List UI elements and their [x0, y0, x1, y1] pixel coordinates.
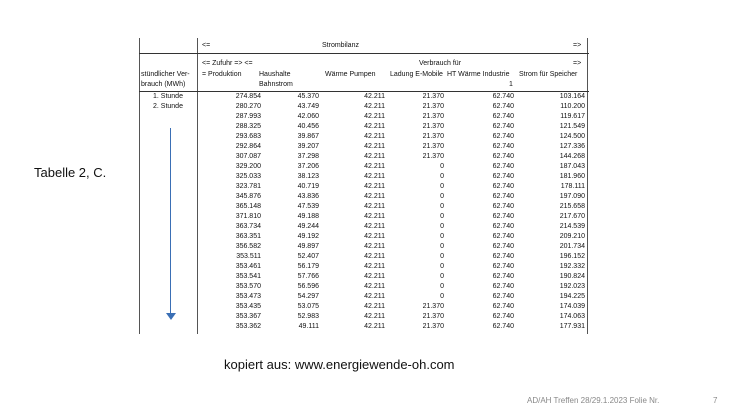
down-arrow-shaft — [170, 128, 171, 314]
arrow-left-top: <= — [202, 42, 211, 49]
table-cell: 42.211 — [364, 313, 385, 320]
table-cell: 197.090 — [559, 193, 585, 200]
table-cell: 62.740 — [492, 313, 514, 320]
col-header-speicher: Strom für Speicher — [519, 71, 578, 78]
table-cell: 62.740 — [492, 243, 514, 250]
table-cell: 0 — [440, 183, 444, 190]
table-cell: 371.810 — [235, 213, 261, 220]
table-cell: 0 — [440, 253, 444, 260]
table-cell: 21.370 — [422, 313, 444, 320]
table-cell: 365.148 — [235, 203, 261, 210]
table-cell: 62.740 — [492, 183, 514, 190]
table-cell: 127.336 — [559, 143, 585, 150]
table-cell: 177.931 — [559, 323, 585, 330]
side-label: Tabelle 2, C. — [34, 165, 107, 180]
table-cell: 124.500 — [559, 133, 585, 140]
table-cell: 42.211 — [364, 263, 385, 270]
table-cell: 21.370 — [422, 303, 444, 310]
table-cell: 43.836 — [297, 193, 319, 200]
table-cell: 42.211 — [364, 293, 385, 300]
header-zufuhr: <= Zufuhr => <= — [202, 60, 253, 67]
table-cell: 345.876 — [235, 193, 261, 200]
table-cell: 40.456 — [297, 123, 319, 130]
table-cell: 42.211 — [364, 273, 385, 280]
table-cell: 56.596 — [297, 283, 319, 290]
table-cell: 187.043 — [559, 163, 585, 170]
col-header-haushalte: Haushalte — [259, 71, 291, 78]
arrow-right-top: => — [573, 42, 582, 49]
col-header-bahnstrom: Bahnstrom — [259, 81, 293, 88]
table-cell: 49.188 — [297, 213, 319, 220]
table-cell: 42.211 — [364, 303, 385, 310]
col-header-produktion: = Produktion — [202, 71, 242, 78]
table-cell: 353.473 — [235, 293, 261, 300]
row-label-1: 1. Stunde — [153, 93, 183, 100]
table-cell: 293.683 — [235, 133, 261, 140]
table-cell: 0 — [440, 233, 444, 240]
table-cell: 307.087 — [235, 153, 261, 160]
table-cell: 62.740 — [492, 213, 514, 220]
table-cell: 274.854 — [235, 93, 261, 100]
table-cell: 323.781 — [235, 183, 261, 190]
table-cell: 42.211 — [364, 253, 385, 260]
table-cell: 42.060 — [297, 113, 319, 120]
table-cell: 280.270 — [235, 103, 261, 110]
table-cell: 0 — [440, 293, 444, 300]
table-cell: 178.111 — [560, 183, 585, 190]
table-cell: 62.740 — [492, 173, 514, 180]
header-verbrauch: Verbrauch für — [419, 60, 462, 67]
table-cell: 45.370 — [297, 93, 319, 100]
table-cell: 353.367 — [235, 313, 261, 320]
table-cell: 0 — [440, 283, 444, 290]
table-cell: 42.211 — [364, 223, 385, 230]
table-cell: 42.211 — [364, 123, 385, 130]
col-header-verbrauch-2: brauch (MWh) — [141, 81, 186, 88]
table-cell: 353.461 — [235, 263, 261, 270]
down-arrow-icon — [166, 313, 176, 320]
table-cell: 43.749 — [297, 103, 319, 110]
col-header-htwaerme-sub: 1 — [509, 81, 513, 88]
table-cell: 21.370 — [422, 133, 444, 140]
col-header-waermepumpen: Wärme Pumpen — [325, 71, 376, 78]
table-cell: 40.719 — [297, 183, 319, 190]
table-cell: 42.211 — [364, 323, 385, 330]
table-cell: 190.824 — [559, 273, 585, 280]
table-cell: 192.023 — [559, 283, 585, 290]
table-title: Strombilanz — [322, 42, 359, 49]
table-cell: 52.407 — [297, 253, 319, 260]
table-cell: 37.206 — [297, 163, 319, 170]
table-cell: 21.370 — [422, 113, 444, 120]
table-cell: 201.734 — [559, 243, 585, 250]
table-cell: 217.670 — [559, 213, 585, 220]
table-cell: 42.211 — [364, 193, 385, 200]
table-cell: 62.740 — [492, 193, 514, 200]
table-cell: 52.983 — [297, 313, 319, 320]
table-cell: 214.539 — [559, 223, 585, 230]
table-cell: 62.740 — [492, 293, 514, 300]
table-cell: 54.297 — [297, 293, 319, 300]
table-cell: 353.435 — [235, 303, 261, 310]
table-cell: 144.268 — [559, 153, 585, 160]
table-cell: 21.370 — [422, 103, 444, 110]
footer-text: AD/AH Treffen 28/29.1.2023 Folie Nr. — [527, 396, 660, 405]
table-cell: 42.211 — [364, 173, 385, 180]
source-caption: kopiert aus: www.energiewende-oh.com — [224, 357, 455, 372]
table-cell: 39.207 — [297, 143, 319, 150]
table-cell: 21.370 — [422, 143, 444, 150]
table-cell: 56.179 — [297, 263, 319, 270]
table-cell: 57.766 — [297, 273, 319, 280]
table-cell: 196.152 — [559, 253, 585, 260]
table-cell: 62.740 — [492, 323, 514, 330]
table-cell: 62.740 — [492, 123, 514, 130]
table-cell: 292.864 — [235, 143, 261, 150]
table-cell: 287.993 — [235, 113, 261, 120]
table-cell: 110.200 — [560, 103, 585, 110]
page-number: 7 — [713, 396, 718, 405]
table-cell: 47.539 — [297, 203, 319, 210]
table-cell: 62.740 — [492, 253, 514, 260]
table-cell: 42.211 — [364, 153, 385, 160]
table-cell: 42.211 — [364, 103, 385, 110]
table-cell: 42.211 — [364, 203, 385, 210]
table-cell: 42.211 — [364, 233, 385, 240]
table-cell: 356.582 — [235, 243, 261, 250]
table-cell: 325.033 — [235, 173, 261, 180]
table-cell: 0 — [440, 263, 444, 270]
table-cell: 39.867 — [297, 133, 319, 140]
table-cell: 42.211 — [364, 133, 385, 140]
table-cell: 121.549 — [559, 123, 585, 130]
table-cell: 62.740 — [492, 303, 514, 310]
table-cell: 21.370 — [422, 153, 444, 160]
table-cell: 353.362 — [235, 323, 261, 330]
table-cell: 62.740 — [492, 233, 514, 240]
table-cell: 42.211 — [364, 243, 385, 250]
table-cell: 103.164 — [559, 93, 585, 100]
table-cell: 62.740 — [492, 133, 514, 140]
table-cell: 21.370 — [422, 123, 444, 130]
table-cell: 42.211 — [364, 143, 385, 150]
arrow-right-verbrauch: => — [573, 60, 582, 67]
table-cell: 21.370 — [422, 93, 444, 100]
col-header-emobile: Ladung E-Mobile — [390, 71, 443, 78]
table-cell: 0 — [440, 273, 444, 280]
table-cell: 0 — [440, 243, 444, 250]
table-cell: 62.740 — [492, 143, 514, 150]
table-cell: 38.123 — [297, 173, 319, 180]
table-cell: 49.244 — [297, 223, 319, 230]
table-cell: 0 — [440, 193, 444, 200]
table-cell: 0 — [440, 203, 444, 210]
table-cell: 119.617 — [560, 113, 585, 120]
table-cell: 21.370 — [422, 323, 444, 330]
table-cell: 49.192 — [297, 233, 319, 240]
table-cell: 353.570 — [235, 283, 261, 290]
table-cell: 62.740 — [492, 203, 514, 210]
col-header-htwaerme: HT Wärme Industrie — [447, 71, 510, 78]
table-cell: 363.351 — [235, 233, 261, 240]
table-cell: 62.740 — [492, 93, 514, 100]
table-cell: 42.211 — [364, 93, 385, 100]
table-cell: 62.740 — [492, 283, 514, 290]
table-cell: 49.897 — [297, 243, 319, 250]
table-cell: 363.734 — [235, 223, 261, 230]
table-cell: 49.111 — [298, 323, 319, 330]
table-cell: 174.039 — [559, 303, 585, 310]
table-cell: 0 — [440, 173, 444, 180]
table-cell: 181.960 — [559, 173, 585, 180]
table-cell: 62.740 — [492, 273, 514, 280]
table-cell: 62.740 — [492, 223, 514, 230]
table-cell: 62.740 — [492, 153, 514, 160]
row-label-2: 2. Stunde — [153, 103, 183, 110]
table-cell: 62.740 — [492, 263, 514, 270]
table-cell: 174.063 — [559, 313, 585, 320]
table-cell: 42.211 — [364, 183, 385, 190]
table-cell: 0 — [440, 213, 444, 220]
table-image — [139, 38, 589, 334]
table-cell: 62.740 — [492, 103, 514, 110]
table-cell: 42.211 — [364, 213, 385, 220]
table-cell: 194.225 — [559, 293, 585, 300]
table-cell: 0 — [440, 163, 444, 170]
table-cell: 288.325 — [235, 123, 261, 130]
table-cell: 42.211 — [364, 113, 385, 120]
table-cell: 42.211 — [364, 163, 385, 170]
table-cell: 192.332 — [559, 263, 585, 270]
table-cell: 0 — [440, 223, 444, 230]
table-cell: 353.541 — [235, 273, 261, 280]
table-cell: 215.658 — [559, 203, 585, 210]
table-cell: 209.210 — [559, 233, 585, 240]
table-cell: 62.740 — [492, 163, 514, 170]
col-header-verbrauch: stündlicher Ver- — [141, 71, 190, 78]
table-cell: 37.298 — [297, 153, 319, 160]
table-cell: 353.511 — [236, 253, 261, 260]
table-cell: 62.740 — [492, 113, 514, 120]
table-cell: 42.211 — [364, 283, 385, 290]
table-cell: 53.075 — [297, 303, 319, 310]
table-cell: 329.200 — [235, 163, 261, 170]
